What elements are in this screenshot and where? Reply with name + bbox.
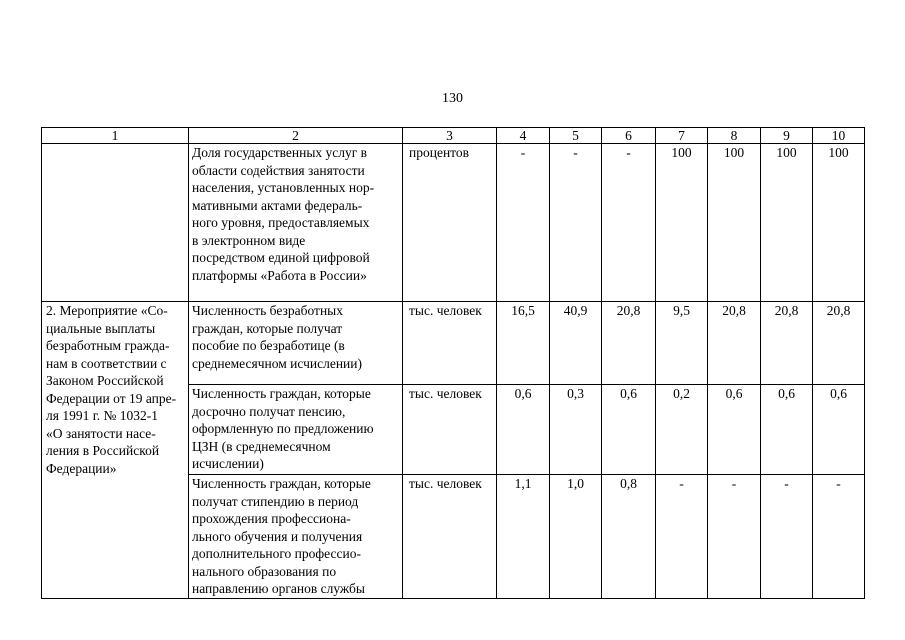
event-cell: 2. Мероприятие «Со- циальные выплаты безработным гражда- нам в соответствии с Законом Российской Федерации от 19 апре- ля 1991 г. № 1032-1 «О занятости насе- ления в Российской Федерации» xyxy=(42,302,189,599)
page-number: 130 xyxy=(442,91,463,106)
value-cell: - xyxy=(813,475,865,599)
unit-cell: тыс. человек xyxy=(403,385,497,475)
value-cell: 20,8 xyxy=(602,302,656,385)
column-header: 7 xyxy=(656,128,708,144)
column-header: 2 xyxy=(189,128,403,144)
value-cell: 20,8 xyxy=(761,302,813,385)
value-cell: 40,9 xyxy=(550,302,602,385)
value-cell: 0,2 xyxy=(656,385,708,475)
indicator-name-cell: Доля государственных услуг в области содействия занятости населения, установленных нор- мативными актами федераль- ного уровня, предоставляемых в электронном виде посредством единой цифровой платформы «Работа в России» xyxy=(189,144,403,302)
value-cell: 0,6 xyxy=(497,385,550,475)
value-cell: 1,0 xyxy=(550,475,602,599)
value-cell: 0,6 xyxy=(708,385,761,475)
value-cell: 0,6 xyxy=(761,385,813,475)
value-cell: - xyxy=(550,144,602,302)
column-header: 4 xyxy=(497,128,550,144)
value-cell: - xyxy=(602,144,656,302)
value-cell: 20,8 xyxy=(708,302,761,385)
value-cell: 0,6 xyxy=(602,385,656,475)
value-cell: 100 xyxy=(813,144,865,302)
value-cell: 20,8 xyxy=(813,302,865,385)
indicator-name-cell: Численность безработных граждан, которые получат пособие по безработице (в среднемесячном исчислении) xyxy=(189,302,403,385)
column-header: 5 xyxy=(550,128,602,144)
indicator-name-cell: Численность граждан, которые получат стипендию в период прохождения профессиона- льного обучения и получения дополнительного профессио- нального образования по направлению органов службы xyxy=(189,475,403,599)
unit-cell: тыс. человек xyxy=(403,475,497,599)
column-header: 1 xyxy=(42,128,189,144)
column-header: 8 xyxy=(708,128,761,144)
value-cell: - xyxy=(708,475,761,599)
value-cell: - xyxy=(656,475,708,599)
table-row xyxy=(42,144,865,302)
unit-cell: процентов xyxy=(403,144,497,302)
value-cell: 100 xyxy=(708,144,761,302)
indicator-name-cell: Численность граждан, которые досрочно получат пенсию, оформленную по предложению ЦЗН (в среднемесячном исчислении) xyxy=(189,385,403,475)
column-header: 10 xyxy=(813,128,865,144)
value-cell: 16,5 xyxy=(497,302,550,385)
table-row xyxy=(42,302,865,385)
value-cell: 0,8 xyxy=(602,475,656,599)
value-cell: 100 xyxy=(761,144,813,302)
value-cell: 1,1 xyxy=(497,475,550,599)
indicators-table xyxy=(41,127,865,599)
value-cell: 9,5 xyxy=(656,302,708,385)
value-cell: - xyxy=(497,144,550,302)
column-header: 3 xyxy=(403,128,497,144)
column-header: 9 xyxy=(761,128,813,144)
value-cell: 0,3 xyxy=(550,385,602,475)
value-cell: 0,6 xyxy=(813,385,865,475)
value-cell: 100 xyxy=(656,144,708,302)
value-cell: - xyxy=(761,475,813,599)
column-header-row xyxy=(42,128,865,144)
unit-cell: тыс. человек xyxy=(403,302,497,385)
event-cell-empty xyxy=(42,144,189,302)
column-header: 6 xyxy=(602,128,656,144)
